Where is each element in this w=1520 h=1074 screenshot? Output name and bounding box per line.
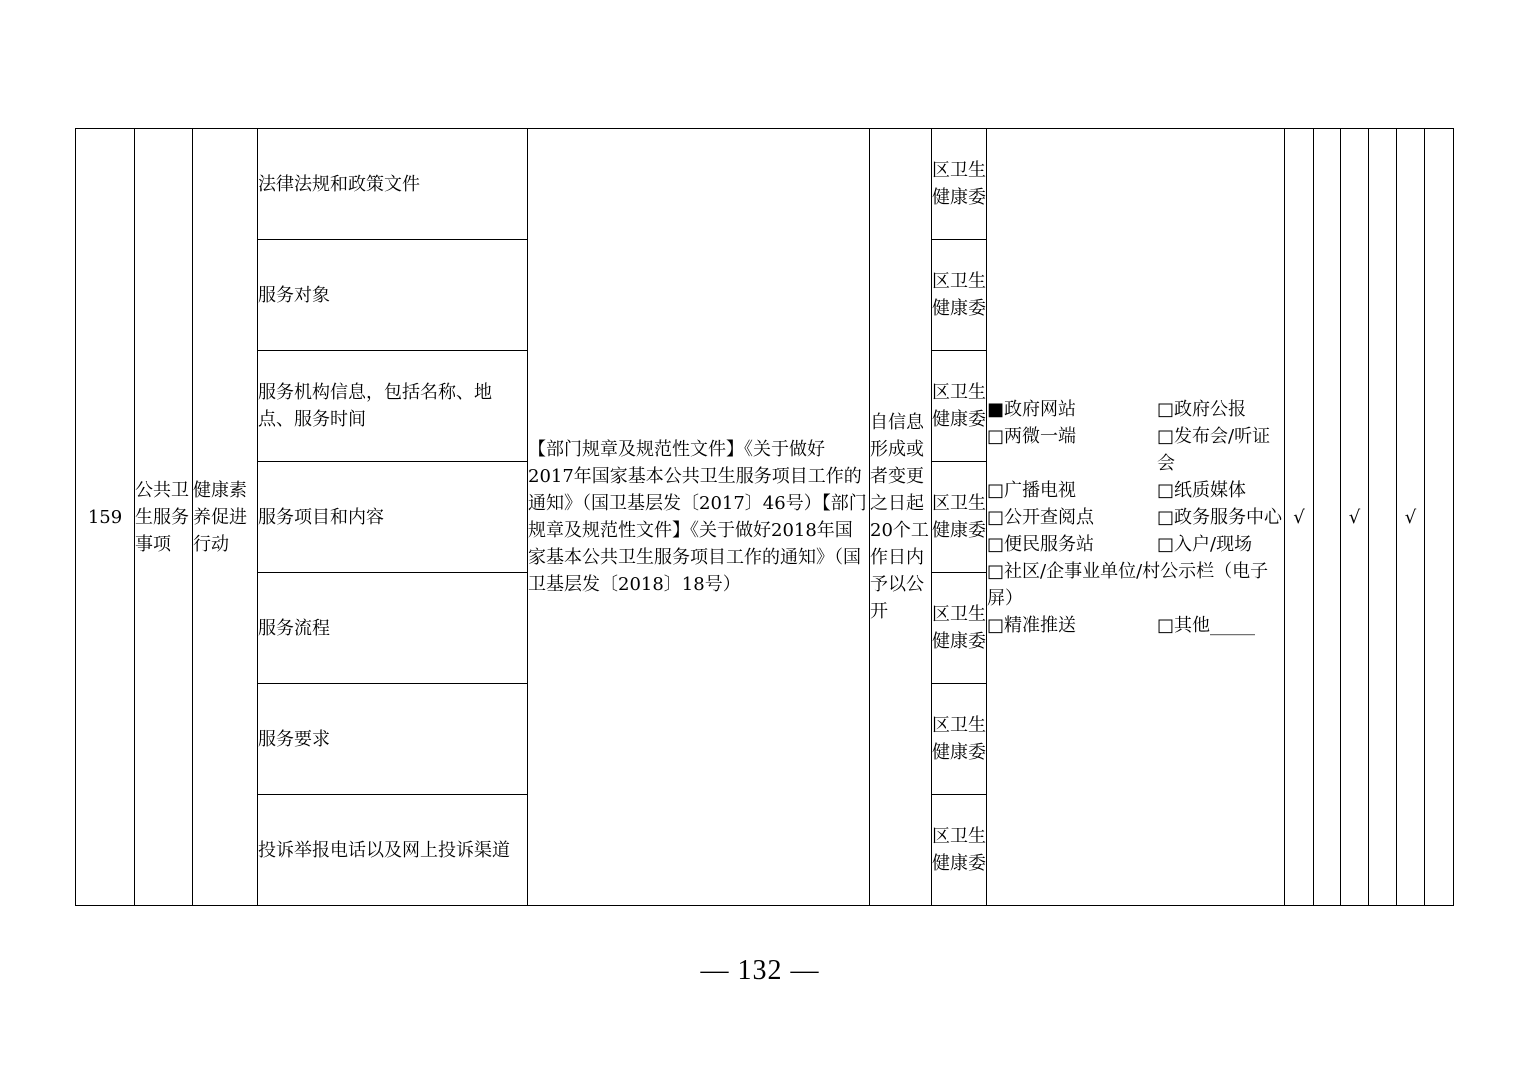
category-cell: 公共卫生服务事项 [135, 129, 193, 906]
channel-option: □其他_____ [1157, 614, 1256, 636]
check-mark [1314, 129, 1341, 906]
dept-cell: 区卫生健康委 [932, 240, 987, 351]
dept-cell: 区卫生健康委 [932, 795, 987, 906]
row-number: 159 [76, 129, 135, 906]
content-item: 投诉举报电话以及网上投诉渠道 [258, 795, 528, 906]
content-item: 法律法规和政策文件 [258, 129, 528, 240]
policy-basis-cell: 【部门规章及规范性文件】《关于做好2017年国家基本公共卫生服务项目工作的通知》（国卫基层发〔2017〕46号）【部门规章及规范性文件】《关于做好2018年国家基本公共卫生服务项目工作的通知》（国卫基层发〔2018〕18号） [528, 129, 870, 906]
channel-option: □入户/现场 [1157, 533, 1253, 555]
channel-option: □精准推送 [987, 614, 1077, 636]
channel-option: □两微一端 [987, 425, 1077, 447]
channel-option: □便民服务站 [987, 533, 1095, 555]
check-mark [1425, 129, 1454, 906]
subcategory-cell: 健康素养促进行动 [193, 129, 258, 906]
check-mark: √ [1341, 129, 1369, 906]
channel-option: □政务服务中心 [1157, 506, 1283, 528]
dept-cell: 区卫生健康委 [932, 462, 987, 573]
dept-cell: 区卫生健康委 [932, 129, 987, 240]
timing-cell: 自信息形成或者变更之日起20个工作日内予以公开 [870, 129, 932, 906]
check-mark: √ [1397, 129, 1425, 906]
content-item: 服务流程 [258, 573, 528, 684]
content-item: 服务要求 [258, 684, 528, 795]
channel-option: □发布会/听证会 [1157, 425, 1271, 474]
channel-option: □政府公报 [1157, 398, 1247, 420]
channel-option: □社区/企事业单位/村公示栏（电子屏） [987, 560, 1269, 609]
page-number: — 132 — [700, 955, 820, 986]
check-mark [1369, 129, 1397, 906]
channel-option: ■政府网站 [987, 398, 1077, 420]
content-item: 服务对象 [258, 240, 528, 351]
content-item: 服务机构信息，包括名称、地点、服务时间 [258, 351, 528, 462]
dept-cell: 区卫生健康委 [932, 684, 987, 795]
channel-option: □广播电视 [987, 479, 1077, 501]
channels-cell [987, 129, 1285, 906]
channel-option: □纸质媒体 [1157, 479, 1247, 501]
dept-cell: 区卫生健康委 [932, 351, 987, 462]
check-mark: √ [1285, 129, 1314, 906]
dept-cell: 区卫生健康委 [932, 573, 987, 684]
table-row [76, 129, 1454, 240]
disclosure-table [75, 128, 1454, 906]
content-item: 服务项目和内容 [258, 462, 528, 573]
channel-option: □公开查阅点 [987, 506, 1095, 528]
